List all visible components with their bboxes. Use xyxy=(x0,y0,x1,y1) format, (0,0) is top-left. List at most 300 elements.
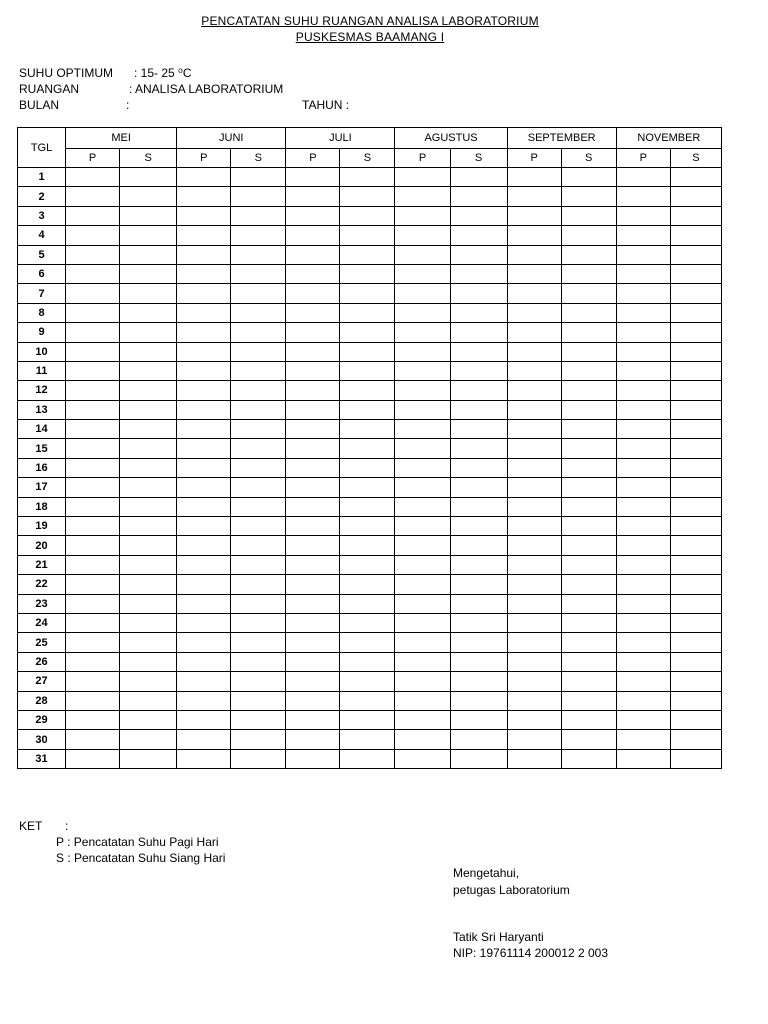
temperature-entry-cell[interactable] xyxy=(450,187,507,206)
temperature-entry-cell[interactable] xyxy=(507,633,561,652)
temperature-entry-cell[interactable] xyxy=(286,575,340,594)
temperature-entry-cell[interactable] xyxy=(177,400,231,419)
temperature-entry-cell[interactable] xyxy=(670,264,721,283)
temperature-entry-cell[interactable] xyxy=(670,517,721,536)
temperature-entry-cell[interactable] xyxy=(616,536,670,555)
temperature-entry-cell[interactable] xyxy=(340,497,395,516)
temperature-entry-cell[interactable] xyxy=(507,594,561,613)
temperature-entry-cell[interactable] xyxy=(616,342,670,361)
temperature-entry-cell[interactable] xyxy=(561,710,616,729)
temperature-entry-cell[interactable] xyxy=(507,458,561,477)
temperature-entry-cell[interactable] xyxy=(231,497,286,516)
temperature-entry-cell[interactable] xyxy=(286,400,340,419)
temperature-entry-cell[interactable] xyxy=(231,633,286,652)
temperature-entry-cell[interactable] xyxy=(286,187,340,206)
temperature-entry-cell[interactable] xyxy=(561,555,616,574)
temperature-entry-cell[interactable] xyxy=(507,710,561,729)
temperature-entry-cell[interactable] xyxy=(120,226,177,245)
temperature-entry-cell[interactable] xyxy=(395,517,450,536)
temperature-entry-cell[interactable] xyxy=(561,478,616,497)
temperature-entry-cell[interactable] xyxy=(231,710,286,729)
temperature-entry-cell[interactable] xyxy=(66,342,120,361)
temperature-entry-cell[interactable] xyxy=(231,439,286,458)
temperature-entry-cell[interactable] xyxy=(231,691,286,710)
temperature-entry-cell[interactable] xyxy=(286,420,340,439)
temperature-entry-cell[interactable] xyxy=(66,323,120,342)
temperature-entry-cell[interactable] xyxy=(340,187,395,206)
temperature-entry-cell[interactable] xyxy=(177,206,231,225)
temperature-entry-cell[interactable] xyxy=(507,323,561,342)
temperature-entry-cell[interactable] xyxy=(340,594,395,613)
temperature-entry-cell[interactable] xyxy=(670,575,721,594)
temperature-entry-cell[interactable] xyxy=(670,749,721,768)
temperature-entry-cell[interactable] xyxy=(231,400,286,419)
temperature-entry-cell[interactable] xyxy=(231,342,286,361)
temperature-entry-cell[interactable] xyxy=(120,381,177,400)
temperature-entry-cell[interactable] xyxy=(507,342,561,361)
temperature-entry-cell[interactable] xyxy=(561,517,616,536)
temperature-entry-cell[interactable] xyxy=(286,497,340,516)
temperature-entry-cell[interactable] xyxy=(231,284,286,303)
temperature-entry-cell[interactable] xyxy=(507,420,561,439)
temperature-entry-cell[interactable] xyxy=(450,652,507,671)
temperature-entry-cell[interactable] xyxy=(670,439,721,458)
temperature-entry-cell[interactable] xyxy=(616,381,670,400)
temperature-entry-cell[interactable] xyxy=(450,323,507,342)
temperature-entry-cell[interactable] xyxy=(670,361,721,380)
temperature-entry-cell[interactable] xyxy=(120,245,177,264)
temperature-entry-cell[interactable] xyxy=(286,206,340,225)
temperature-entry-cell[interactable] xyxy=(177,361,231,380)
temperature-entry-cell[interactable] xyxy=(286,226,340,245)
temperature-entry-cell[interactable] xyxy=(450,439,507,458)
temperature-entry-cell[interactable] xyxy=(561,691,616,710)
temperature-entry-cell[interactable] xyxy=(340,245,395,264)
temperature-entry-cell[interactable] xyxy=(120,206,177,225)
temperature-entry-cell[interactable] xyxy=(395,226,450,245)
temperature-entry-cell[interactable] xyxy=(286,303,340,322)
temperature-entry-cell[interactable] xyxy=(177,245,231,264)
temperature-entry-cell[interactable] xyxy=(286,478,340,497)
temperature-entry-cell[interactable] xyxy=(340,206,395,225)
temperature-entry-cell[interactable] xyxy=(670,672,721,691)
temperature-entry-cell[interactable] xyxy=(450,381,507,400)
temperature-entry-cell[interactable] xyxy=(231,730,286,749)
temperature-entry-cell[interactable] xyxy=(120,187,177,206)
temperature-entry-cell[interactable] xyxy=(340,226,395,245)
temperature-entry-cell[interactable] xyxy=(507,284,561,303)
temperature-entry-cell[interactable] xyxy=(120,361,177,380)
temperature-entry-cell[interactable] xyxy=(286,439,340,458)
temperature-entry-cell[interactable] xyxy=(507,478,561,497)
temperature-entry-cell[interactable] xyxy=(177,497,231,516)
temperature-entry-cell[interactable] xyxy=(561,187,616,206)
temperature-entry-cell[interactable] xyxy=(66,420,120,439)
temperature-entry-cell[interactable] xyxy=(561,303,616,322)
temperature-entry-cell[interactable] xyxy=(120,555,177,574)
temperature-entry-cell[interactable] xyxy=(507,168,561,187)
temperature-entry-cell[interactable] xyxy=(177,536,231,555)
temperature-entry-cell[interactable] xyxy=(450,168,507,187)
temperature-entry-cell[interactable] xyxy=(286,342,340,361)
temperature-entry-cell[interactable] xyxy=(231,323,286,342)
temperature-entry-cell[interactable] xyxy=(395,284,450,303)
temperature-entry-cell[interactable] xyxy=(177,749,231,768)
temperature-entry-cell[interactable] xyxy=(66,497,120,516)
temperature-entry-cell[interactable] xyxy=(616,168,670,187)
temperature-entry-cell[interactable] xyxy=(395,478,450,497)
temperature-entry-cell[interactable] xyxy=(177,439,231,458)
temperature-entry-cell[interactable] xyxy=(231,555,286,574)
temperature-entry-cell[interactable] xyxy=(286,245,340,264)
temperature-entry-cell[interactable] xyxy=(286,710,340,729)
temperature-entry-cell[interactable] xyxy=(507,361,561,380)
temperature-entry-cell[interactable] xyxy=(340,478,395,497)
temperature-entry-cell[interactable] xyxy=(395,458,450,477)
temperature-entry-cell[interactable] xyxy=(66,613,120,632)
temperature-entry-cell[interactable] xyxy=(177,633,231,652)
temperature-entry-cell[interactable] xyxy=(395,652,450,671)
temperature-entry-cell[interactable] xyxy=(120,691,177,710)
temperature-entry-cell[interactable] xyxy=(340,264,395,283)
temperature-entry-cell[interactable] xyxy=(120,517,177,536)
temperature-entry-cell[interactable] xyxy=(450,226,507,245)
temperature-entry-cell[interactable] xyxy=(670,633,721,652)
temperature-entry-cell[interactable] xyxy=(286,691,340,710)
temperature-entry-cell[interactable] xyxy=(395,633,450,652)
temperature-entry-cell[interactable] xyxy=(670,323,721,342)
temperature-entry-cell[interactable] xyxy=(507,303,561,322)
temperature-entry-cell[interactable] xyxy=(450,691,507,710)
temperature-entry-cell[interactable] xyxy=(286,323,340,342)
temperature-entry-cell[interactable] xyxy=(616,613,670,632)
temperature-entry-cell[interactable] xyxy=(507,245,561,264)
temperature-entry-cell[interactable] xyxy=(670,555,721,574)
temperature-entry-cell[interactable] xyxy=(66,633,120,652)
temperature-entry-cell[interactable] xyxy=(120,710,177,729)
temperature-entry-cell[interactable] xyxy=(231,303,286,322)
temperature-entry-cell[interactable] xyxy=(177,730,231,749)
temperature-entry-cell[interactable] xyxy=(616,264,670,283)
temperature-entry-cell[interactable] xyxy=(120,439,177,458)
temperature-entry-cell[interactable] xyxy=(450,342,507,361)
temperature-entry-cell[interactable] xyxy=(177,672,231,691)
temperature-entry-cell[interactable] xyxy=(670,536,721,555)
temperature-entry-cell[interactable] xyxy=(450,458,507,477)
temperature-entry-cell[interactable] xyxy=(66,478,120,497)
temperature-entry-cell[interactable] xyxy=(395,555,450,574)
temperature-entry-cell[interactable] xyxy=(395,264,450,283)
temperature-entry-cell[interactable] xyxy=(286,555,340,574)
temperature-entry-cell[interactable] xyxy=(450,672,507,691)
temperature-entry-cell[interactable] xyxy=(616,749,670,768)
temperature-entry-cell[interactable] xyxy=(66,517,120,536)
temperature-entry-cell[interactable] xyxy=(66,168,120,187)
temperature-entry-cell[interactable] xyxy=(670,245,721,264)
temperature-entry-cell[interactable] xyxy=(177,264,231,283)
temperature-entry-cell[interactable] xyxy=(340,710,395,729)
temperature-entry-cell[interactable] xyxy=(561,575,616,594)
temperature-entry-cell[interactable] xyxy=(561,245,616,264)
temperature-entry-cell[interactable] xyxy=(66,245,120,264)
temperature-entry-cell[interactable] xyxy=(340,536,395,555)
temperature-entry-cell[interactable] xyxy=(177,226,231,245)
temperature-entry-cell[interactable] xyxy=(670,710,721,729)
temperature-entry-cell[interactable] xyxy=(340,730,395,749)
temperature-entry-cell[interactable] xyxy=(561,226,616,245)
temperature-entry-cell[interactable] xyxy=(231,187,286,206)
temperature-entry-cell[interactable] xyxy=(286,613,340,632)
temperature-entry-cell[interactable] xyxy=(670,168,721,187)
temperature-entry-cell[interactable] xyxy=(670,187,721,206)
temperature-entry-cell[interactable] xyxy=(670,652,721,671)
temperature-entry-cell[interactable] xyxy=(395,361,450,380)
temperature-entry-cell[interactable] xyxy=(231,420,286,439)
temperature-entry-cell[interactable] xyxy=(66,594,120,613)
temperature-entry-cell[interactable] xyxy=(616,439,670,458)
temperature-entry-cell[interactable] xyxy=(340,400,395,419)
temperature-entry-cell[interactable] xyxy=(450,594,507,613)
temperature-entry-cell[interactable] xyxy=(507,555,561,574)
temperature-entry-cell[interactable] xyxy=(395,672,450,691)
temperature-entry-cell[interactable] xyxy=(561,458,616,477)
temperature-entry-cell[interactable] xyxy=(66,264,120,283)
temperature-entry-cell[interactable] xyxy=(120,168,177,187)
temperature-entry-cell[interactable] xyxy=(340,555,395,574)
temperature-entry-cell[interactable] xyxy=(395,594,450,613)
temperature-entry-cell[interactable] xyxy=(177,517,231,536)
temperature-entry-cell[interactable] xyxy=(507,381,561,400)
temperature-entry-cell[interactable] xyxy=(340,439,395,458)
temperature-entry-cell[interactable] xyxy=(340,381,395,400)
temperature-entry-cell[interactable] xyxy=(120,613,177,632)
temperature-entry-cell[interactable] xyxy=(120,458,177,477)
temperature-entry-cell[interactable] xyxy=(507,749,561,768)
temperature-entry-cell[interactable] xyxy=(66,284,120,303)
temperature-entry-cell[interactable] xyxy=(177,710,231,729)
temperature-entry-cell[interactable] xyxy=(395,323,450,342)
temperature-entry-cell[interactable] xyxy=(177,458,231,477)
temperature-entry-cell[interactable] xyxy=(286,594,340,613)
temperature-entry-cell[interactable] xyxy=(561,264,616,283)
temperature-entry-cell[interactable] xyxy=(177,478,231,497)
temperature-entry-cell[interactable] xyxy=(120,594,177,613)
temperature-entry-cell[interactable] xyxy=(120,536,177,555)
temperature-entry-cell[interactable] xyxy=(286,730,340,749)
temperature-entry-cell[interactable] xyxy=(395,710,450,729)
temperature-entry-cell[interactable] xyxy=(670,594,721,613)
temperature-entry-cell[interactable] xyxy=(616,400,670,419)
temperature-entry-cell[interactable] xyxy=(395,613,450,632)
temperature-entry-cell[interactable] xyxy=(507,206,561,225)
temperature-entry-cell[interactable] xyxy=(450,284,507,303)
temperature-entry-cell[interactable] xyxy=(231,168,286,187)
temperature-entry-cell[interactable] xyxy=(66,749,120,768)
temperature-entry-cell[interactable] xyxy=(616,517,670,536)
temperature-entry-cell[interactable] xyxy=(120,749,177,768)
temperature-entry-cell[interactable] xyxy=(507,730,561,749)
temperature-entry-cell[interactable] xyxy=(450,633,507,652)
temperature-entry-cell[interactable] xyxy=(450,303,507,322)
temperature-entry-cell[interactable] xyxy=(395,691,450,710)
temperature-entry-cell[interactable] xyxy=(340,672,395,691)
temperature-entry-cell[interactable] xyxy=(231,361,286,380)
temperature-entry-cell[interactable] xyxy=(231,575,286,594)
temperature-entry-cell[interactable] xyxy=(66,691,120,710)
temperature-entry-cell[interactable] xyxy=(231,749,286,768)
temperature-entry-cell[interactable] xyxy=(340,749,395,768)
temperature-entry-cell[interactable] xyxy=(66,575,120,594)
temperature-entry-cell[interactable] xyxy=(561,633,616,652)
temperature-entry-cell[interactable] xyxy=(507,613,561,632)
temperature-entry-cell[interactable] xyxy=(395,206,450,225)
temperature-entry-cell[interactable] xyxy=(231,458,286,477)
temperature-entry-cell[interactable] xyxy=(450,555,507,574)
temperature-entry-cell[interactable] xyxy=(616,691,670,710)
temperature-entry-cell[interactable] xyxy=(450,206,507,225)
temperature-entry-cell[interactable] xyxy=(450,710,507,729)
temperature-entry-cell[interactable] xyxy=(395,730,450,749)
temperature-entry-cell[interactable] xyxy=(450,613,507,632)
temperature-entry-cell[interactable] xyxy=(66,672,120,691)
temperature-entry-cell[interactable] xyxy=(670,613,721,632)
temperature-entry-cell[interactable] xyxy=(670,206,721,225)
temperature-entry-cell[interactable] xyxy=(177,381,231,400)
temperature-entry-cell[interactable] xyxy=(66,303,120,322)
temperature-entry-cell[interactable] xyxy=(616,458,670,477)
temperature-entry-cell[interactable] xyxy=(286,264,340,283)
temperature-entry-cell[interactable] xyxy=(507,536,561,555)
temperature-entry-cell[interactable] xyxy=(66,400,120,419)
temperature-entry-cell[interactable] xyxy=(340,361,395,380)
temperature-entry-cell[interactable] xyxy=(561,536,616,555)
temperature-entry-cell[interactable] xyxy=(66,710,120,729)
temperature-entry-cell[interactable] xyxy=(66,361,120,380)
temperature-entry-cell[interactable] xyxy=(66,458,120,477)
temperature-entry-cell[interactable] xyxy=(286,536,340,555)
temperature-entry-cell[interactable] xyxy=(395,168,450,187)
temperature-entry-cell[interactable] xyxy=(670,730,721,749)
temperature-entry-cell[interactable] xyxy=(231,226,286,245)
temperature-entry-cell[interactable] xyxy=(120,400,177,419)
temperature-entry-cell[interactable] xyxy=(507,672,561,691)
temperature-entry-cell[interactable] xyxy=(616,633,670,652)
temperature-entry-cell[interactable] xyxy=(616,323,670,342)
temperature-entry-cell[interactable] xyxy=(120,497,177,516)
temperature-entry-cell[interactable] xyxy=(507,691,561,710)
temperature-entry-cell[interactable] xyxy=(561,652,616,671)
temperature-entry-cell[interactable] xyxy=(616,245,670,264)
temperature-entry-cell[interactable] xyxy=(66,555,120,574)
temperature-entry-cell[interactable] xyxy=(120,730,177,749)
temperature-entry-cell[interactable] xyxy=(340,652,395,671)
temperature-entry-cell[interactable] xyxy=(340,168,395,187)
temperature-entry-cell[interactable] xyxy=(340,284,395,303)
temperature-entry-cell[interactable] xyxy=(616,710,670,729)
temperature-entry-cell[interactable] xyxy=(395,303,450,322)
temperature-entry-cell[interactable] xyxy=(616,575,670,594)
temperature-entry-cell[interactable] xyxy=(120,342,177,361)
temperature-entry-cell[interactable] xyxy=(120,323,177,342)
temperature-entry-cell[interactable] xyxy=(177,652,231,671)
temperature-entry-cell[interactable] xyxy=(507,517,561,536)
temperature-entry-cell[interactable] xyxy=(395,575,450,594)
temperature-entry-cell[interactable] xyxy=(231,594,286,613)
temperature-entry-cell[interactable] xyxy=(561,749,616,768)
temperature-entry-cell[interactable] xyxy=(340,342,395,361)
temperature-entry-cell[interactable] xyxy=(670,303,721,322)
temperature-entry-cell[interactable] xyxy=(177,691,231,710)
temperature-entry-cell[interactable] xyxy=(616,594,670,613)
temperature-entry-cell[interactable] xyxy=(120,633,177,652)
temperature-entry-cell[interactable] xyxy=(66,730,120,749)
temperature-entry-cell[interactable] xyxy=(616,478,670,497)
temperature-entry-cell[interactable] xyxy=(177,284,231,303)
temperature-entry-cell[interactable] xyxy=(616,555,670,574)
temperature-entry-cell[interactable] xyxy=(561,381,616,400)
temperature-entry-cell[interactable] xyxy=(177,594,231,613)
temperature-entry-cell[interactable] xyxy=(561,323,616,342)
temperature-entry-cell[interactable] xyxy=(670,400,721,419)
temperature-entry-cell[interactable] xyxy=(231,672,286,691)
temperature-entry-cell[interactable] xyxy=(395,381,450,400)
temperature-entry-cell[interactable] xyxy=(395,420,450,439)
temperature-entry-cell[interactable] xyxy=(450,400,507,419)
temperature-entry-cell[interactable] xyxy=(231,206,286,225)
temperature-entry-cell[interactable] xyxy=(286,749,340,768)
temperature-entry-cell[interactable] xyxy=(395,749,450,768)
temperature-entry-cell[interactable] xyxy=(340,303,395,322)
temperature-entry-cell[interactable] xyxy=(177,168,231,187)
temperature-entry-cell[interactable] xyxy=(450,749,507,768)
temperature-entry-cell[interactable] xyxy=(561,206,616,225)
temperature-entry-cell[interactable] xyxy=(395,187,450,206)
temperature-entry-cell[interactable] xyxy=(120,672,177,691)
temperature-entry-cell[interactable] xyxy=(561,168,616,187)
temperature-entry-cell[interactable] xyxy=(177,575,231,594)
temperature-entry-cell[interactable] xyxy=(450,575,507,594)
temperature-entry-cell[interactable] xyxy=(120,478,177,497)
temperature-entry-cell[interactable] xyxy=(450,517,507,536)
temperature-entry-cell[interactable] xyxy=(177,555,231,574)
temperature-entry-cell[interactable] xyxy=(670,226,721,245)
temperature-entry-cell[interactable] xyxy=(670,478,721,497)
temperature-entry-cell[interactable] xyxy=(616,672,670,691)
temperature-entry-cell[interactable] xyxy=(395,342,450,361)
temperature-entry-cell[interactable] xyxy=(507,226,561,245)
temperature-entry-cell[interactable] xyxy=(120,575,177,594)
temperature-entry-cell[interactable] xyxy=(616,187,670,206)
temperature-entry-cell[interactable] xyxy=(231,245,286,264)
temperature-entry-cell[interactable] xyxy=(561,730,616,749)
temperature-entry-cell[interactable] xyxy=(231,613,286,632)
temperature-entry-cell[interactable] xyxy=(66,187,120,206)
temperature-entry-cell[interactable] xyxy=(66,536,120,555)
temperature-entry-cell[interactable] xyxy=(231,264,286,283)
temperature-entry-cell[interactable] xyxy=(286,381,340,400)
temperature-entry-cell[interactable] xyxy=(670,284,721,303)
temperature-entry-cell[interactable] xyxy=(616,652,670,671)
temperature-entry-cell[interactable] xyxy=(177,342,231,361)
temperature-entry-cell[interactable] xyxy=(177,420,231,439)
temperature-entry-cell[interactable] xyxy=(66,439,120,458)
temperature-entry-cell[interactable] xyxy=(286,672,340,691)
temperature-entry-cell[interactable] xyxy=(561,361,616,380)
temperature-entry-cell[interactable] xyxy=(507,264,561,283)
temperature-entry-cell[interactable] xyxy=(561,439,616,458)
temperature-entry-cell[interactable] xyxy=(231,381,286,400)
temperature-entry-cell[interactable] xyxy=(66,226,120,245)
